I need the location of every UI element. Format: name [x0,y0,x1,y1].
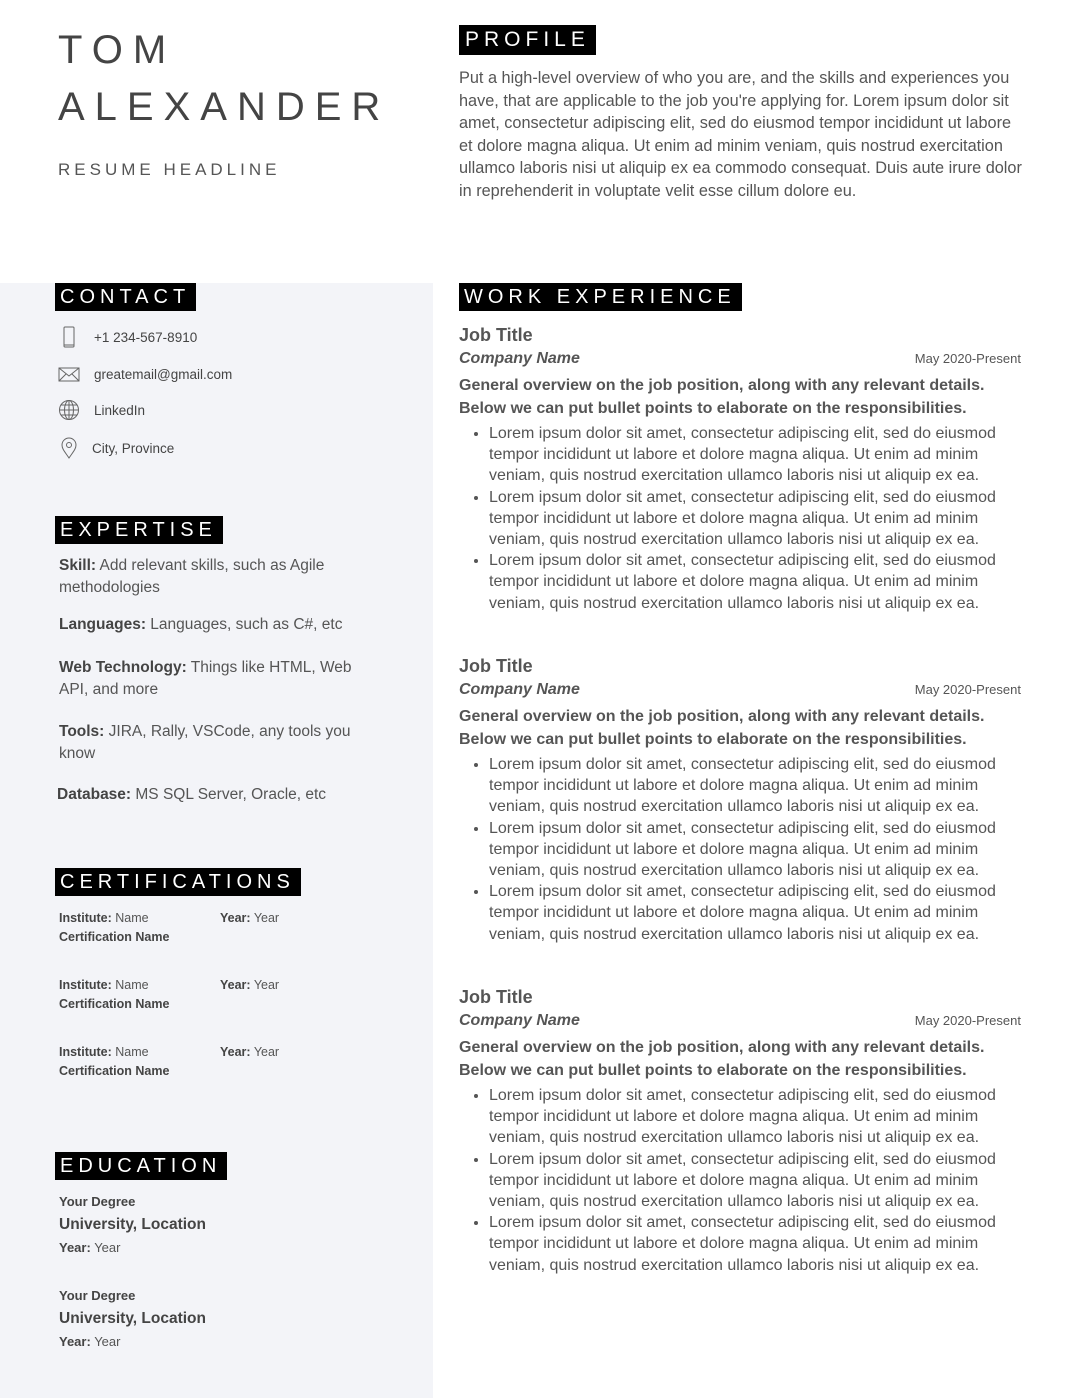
expertise-item: Skill: Add relevant skills, such as Agile methodologies [59,557,325,596]
expertise-heading: EXPERTISE [55,516,223,544]
certification-year: Year: Year [220,911,280,925]
expertise-item: Web Technology: Things like HTML, Web API, and more [59,659,352,698]
job-dates: May 2020-Present [914,1013,1021,1028]
last-name: ALEXANDER [58,85,391,129]
email-text[interactable]: greatemail@gmail.com [94,366,233,382]
profile-text: Put a high-level overview of who you are, and the skills and experiences you have, that are applicable to the job you're applying for. Lorem ipsum dolor sit amet, consectetur adipiscing elit, sed do eiusmod tempor incididunt ut labore et dolore magna aliqua. Ut enim ad minim veniam, quis nostrud exercitation ullamco laboris nisi ut aliquip ex ea commodo consequat. Duis aute irure dolor in reprehenderit in voluptate velit esse cillum dolore eu. [459,69,1022,200]
envelope-icon [58,363,80,385]
location-text: City, Province [92,440,175,456]
job-bullet: • Lorem ipsum dolor sit amet, consectetur adipiscing elit, sed do eiusmod tempor incididunt ut labore et dolore magna aliqua. Ut enim ad minim veniam, quis nostrud exercitation ullamco laboris nisi ut aliquip ex ea. [489,818,1024,882]
job-bullets [459,754,1024,945]
certification-item: Institute: Name Certification Name [59,1045,170,1078]
work-experience-heading: WORK EXPERIENCE [459,283,742,311]
job-bullet: • Lorem ipsum dolor sit amet, consectetur adipiscing elit, sed do eiusmod tempor incididunt ut labore et dolore magna aliqua. Ut enim ad minim veniam, quis nostrud exercitation ullamco laboris nisi ut aliquip ex ea. [489,423,1024,487]
job-bullet: • Lorem ipsum dolor sit amet, consectetur adipiscing elit, sed do eiusmod tempor incididunt ut labore et dolore magna aliqua. Ut enim ad minim veniam, quis nostrud exercitation ullamco laboris nisi ut aliquip ex ea. [489,881,1024,945]
job-bullet: • Lorem ipsum dolor sit amet, consectetur adipiscing elit, sed do eiusmod tempor incididunt ut labore et dolore magna aliqua. Ut enim ad minim veniam, quis nostrud exercitation ullamco laboris nisi ut aliquip ex ea. [489,1149,1024,1213]
first-name: TOM [58,28,177,72]
job-dates: May 2020-Present [914,351,1021,366]
education-heading: EDUCATION [55,1152,227,1180]
education-item: Your Degree University, Location Year: Year [59,1190,206,1259]
contact-linkedin [58,399,145,421]
profile-heading: PROFILE [459,25,596,55]
job-overview: General overview on the job position, along with any relevant details. Below we can put bullet points to elaborate on the responsibilities. [459,377,985,417]
certification-year: Year: Year [220,978,280,992]
contact-phone [58,326,197,348]
job-overview: General overview on the job position, along with any relevant details. Below we can put bullet points to elaborate on the responsibilities. [459,708,985,748]
certification-name: Certification Name [59,997,170,1011]
job-bullet: • Lorem ipsum dolor sit amet, consectetur adipiscing elit, sed do eiusmod tempor incididunt ut labore et dolore magna aliqua. Ut enim ad minim veniam, quis nostrud exercitation ullamco laboris nisi ut aliquip ex ea. [489,754,1024,818]
degree: Your Degree [59,1288,136,1303]
job-title: Job Title [459,987,533,1007]
expertise-item: Tools: JIRA, Rally, VSCode, any tools you know [59,723,351,762]
expertise-item: Database: MS SQL Server, Oracle, etc [57,786,327,803]
certification-item: Institute: Name Certification Name [59,978,170,1011]
linkedin-text[interactable]: LinkedIn [94,402,146,418]
job-bullet: • Lorem ipsum dolor sit amet, consectetur adipiscing elit, sed do eiusmod tempor incididunt ut labore et dolore magna aliqua. Ut enim ad minim veniam, quis nostrud exercitation ullamco laboris nisi ut aliquip ex ea. [489,487,1024,551]
job-bullet: • Lorem ipsum dolor sit amet, consectetur adipiscing elit, sed do eiusmod tempor incididunt ut labore et dolore magna aliqua. Ut enim ad minim veniam, quis nostrud exercitation ullamco laboris nisi ut aliquip ex ea. [489,1212,1024,1276]
job-dates: May 2020-Present [914,682,1021,697]
contact-location [58,437,174,459]
education-item: Your Degree University, Location Year: Year [59,1284,206,1353]
job-entry [459,986,1024,1276]
job-title: Job Title [459,656,533,676]
company-name: Company Name [459,350,580,367]
job-title: Job Title [459,325,533,345]
company-name: Company Name [459,1012,580,1029]
job-bullet: • Lorem ipsum dolor sit amet, consectetur adipiscing elit, sed do eiusmod tempor incididunt ut labore et dolore magna aliqua. Ut enim ad minim veniam, quis nostrud exercitation ullamco laboris nisi ut aliquip ex ea. [489,1085,1024,1149]
resume-headline: RESUME HEADLINE [58,160,281,179]
certification-name: Certification Name [59,930,170,944]
contact-email [58,363,232,385]
company-name: Company Name [459,681,580,698]
job-entry [459,324,1024,614]
contact-heading: CONTACT [55,283,196,311]
globe-icon [58,399,80,421]
university: University, Location [59,1216,206,1233]
job-bullets [459,1085,1024,1276]
degree: Your Degree [59,1194,136,1209]
phone-icon [58,326,80,348]
job-entry [459,655,1024,945]
university: University, Location [59,1310,206,1327]
certifications-heading: CERTIFICATIONS [55,868,301,896]
job-overview: General overview on the job position, along with any relevant details. Below we can put bullet points to elaborate on the responsibilities. [459,1039,985,1079]
expertise-item: Languages: Languages, such as C#, etc [59,616,343,633]
certification-item: Institute: Name Certification Name [59,911,170,944]
job-bullet: • Lorem ipsum dolor sit amet, consectetur adipiscing elit, sed do eiusmod tempor incididunt ut labore et dolore magna aliqua. Ut enim ad minim veniam, quis nostrud exercitation ullamco laboris nisi ut aliquip ex ea. [489,550,1024,614]
certification-year: Year: Year [220,1045,280,1059]
job-bullets [459,423,1024,614]
phone-text: +1 234-567-8910 [94,329,198,345]
location-pin-icon [58,437,80,459]
certification-name: Certification Name [59,1064,170,1078]
